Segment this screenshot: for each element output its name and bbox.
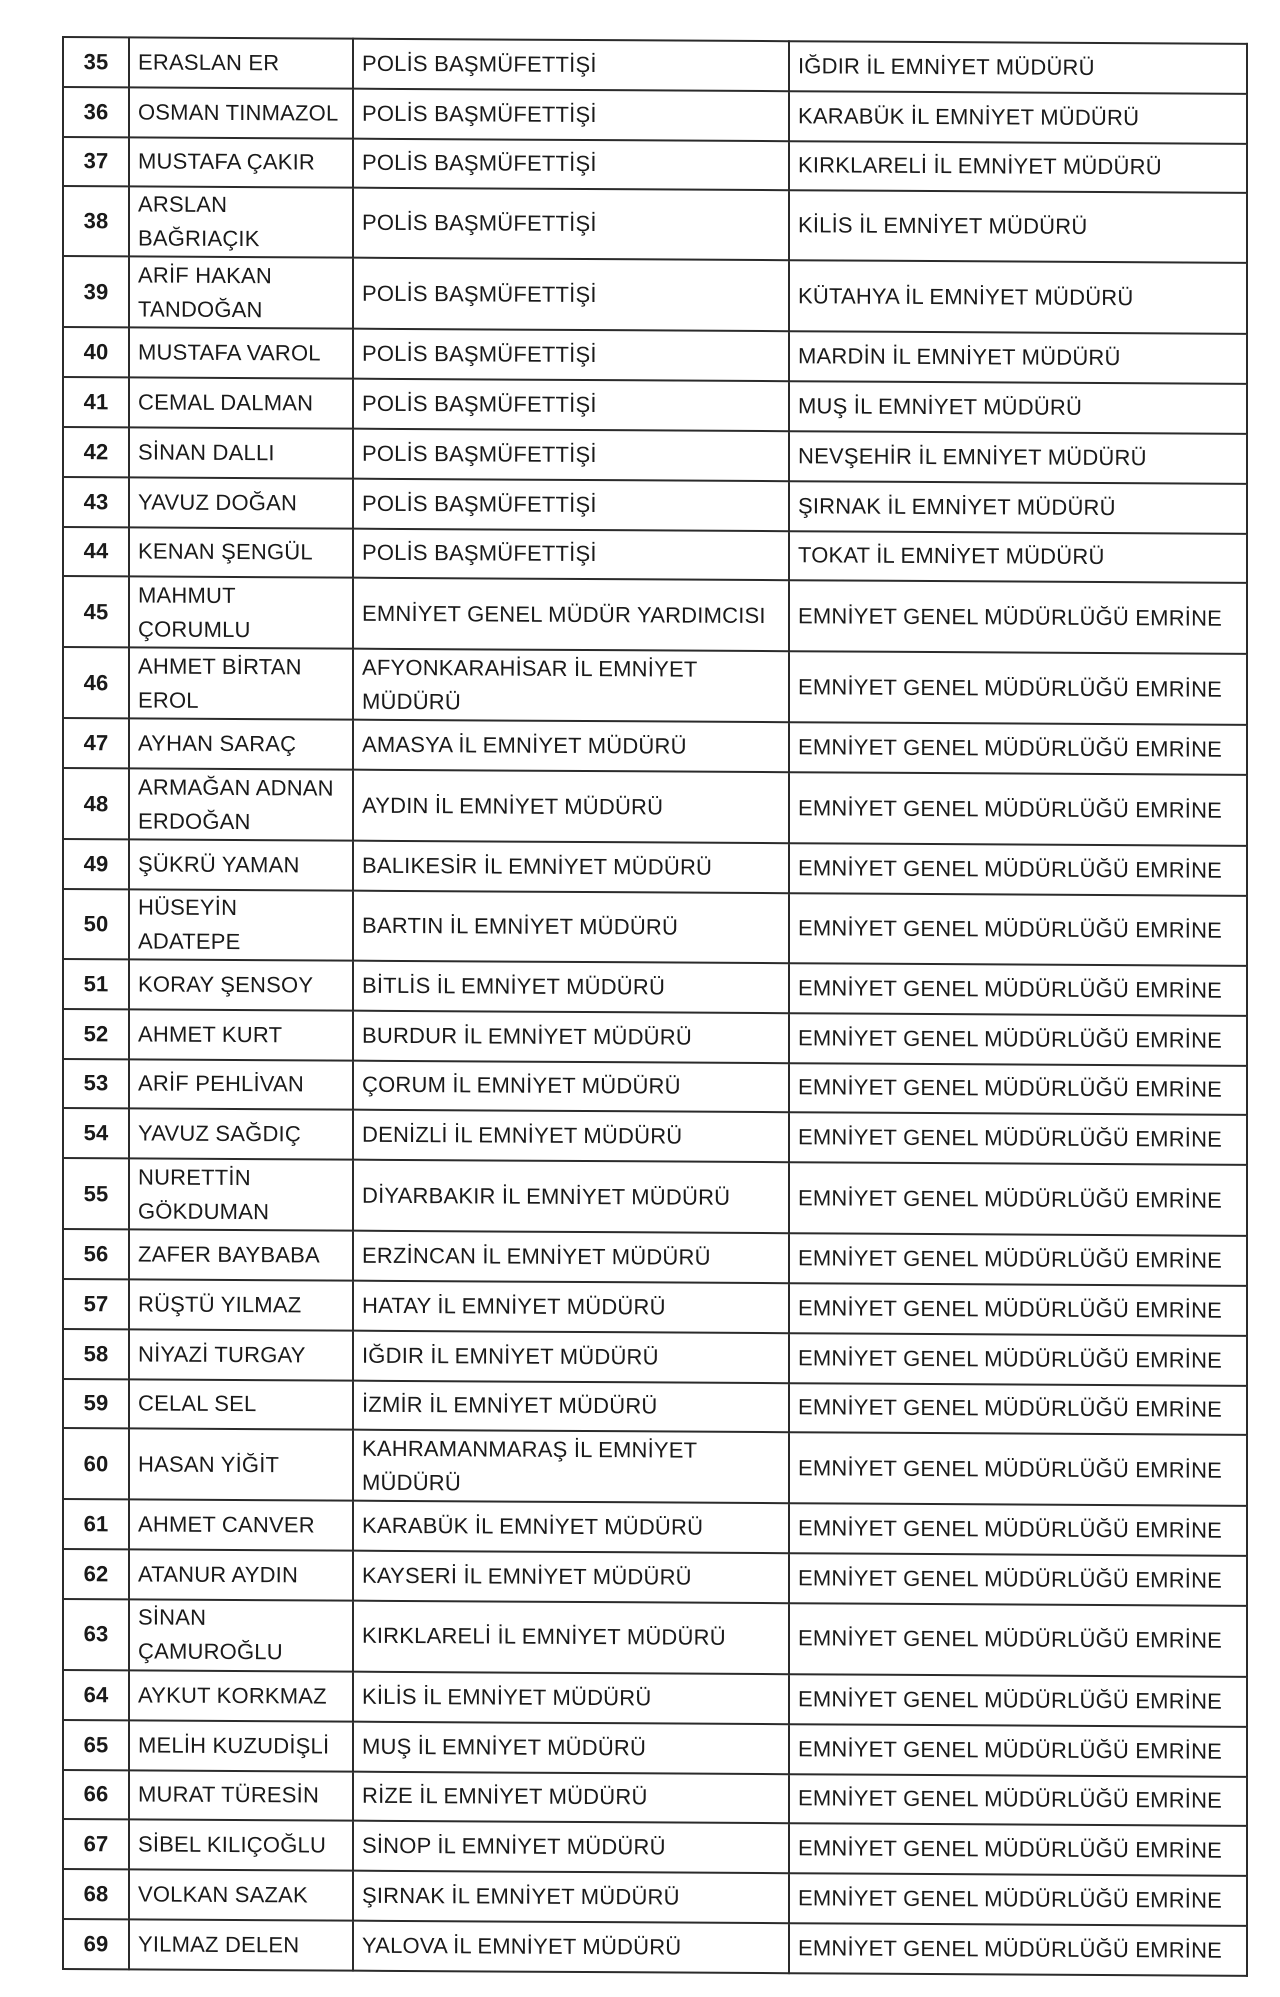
new-position: EMNİYET GENEL MÜDÜRLÜĞÜ EMRİNE (789, 1333, 1247, 1385)
table-row (63, 87, 1247, 144)
person-name: RÜŞTÜ YILMAZ (129, 1279, 353, 1330)
table-row (63, 527, 1247, 584)
document-sheet (62, 36, 1246, 1977)
person-name: MELİH KUZUDİŞLİ (129, 1720, 353, 1771)
table-row (63, 1549, 1247, 1606)
new-position: NEVŞEHİR İL EMNİYET MÜDÜRÜ (789, 431, 1247, 483)
table-row (63, 1720, 1247, 1777)
row-number: 50 (63, 889, 129, 959)
table-row (63, 1059, 1247, 1116)
new-position: KARABÜK İL EMNİYET MÜDÜRÜ (789, 91, 1247, 143)
current-position: BİTLİS İL EMNİYET MÜDÜRÜ (353, 961, 789, 1013)
new-position: EMNİYET GENEL MÜDÜRLÜĞÜ EMRİNE (789, 1553, 1247, 1605)
new-position: EMNİYET GENEL MÜDÜRLÜĞÜ EMRİNE (789, 1504, 1247, 1556)
row-number: 64 (63, 1670, 129, 1720)
new-position: TOKAT İL EMNİYET MÜDÜRÜ (789, 531, 1247, 583)
appointment-table (62, 36, 1248, 1977)
new-position: EMNİYET GENEL MÜDÜRLÜĞÜ EMRİNE (789, 1113, 1247, 1165)
row-number: 39 (63, 256, 129, 327)
current-position: POLİS BAŞMÜFETTİŞİ (353, 39, 789, 91)
person-name: AYHAN SARAÇ (129, 719, 353, 770)
current-position: ERZİNCAN İL EMNİYET MÜDÜRÜ (353, 1231, 789, 1283)
person-name: HASAN YİĞİT (129, 1429, 353, 1501)
current-position: POLİS BAŞMÜFETTİŞİ (353, 528, 789, 580)
row-number: 60 (63, 1428, 129, 1499)
new-position: KİLİS İL EMNİYET MÜDÜRÜ (789, 191, 1247, 264)
row-number: 44 (63, 527, 129, 577)
new-position: EMNİYET GENEL MÜDÜRLÜĞÜ EMRİNE (789, 652, 1247, 726)
row-number: 35 (63, 37, 129, 87)
row-number: 46 (63, 647, 129, 718)
current-position: POLİS BAŞMÜFETTİŞİ (353, 478, 789, 530)
row-number: 51 (63, 959, 129, 1009)
current-position: POLİS BAŞMÜFETTİŞİ (353, 379, 789, 431)
row-number: 53 (63, 1059, 129, 1109)
row-number: 41 (63, 377, 129, 427)
row-number: 56 (63, 1229, 129, 1279)
new-position: EMNİYET GENEL MÜDÜRLÜĞÜ EMRİNE (789, 723, 1247, 775)
new-position: EMNİYET GENEL MÜDÜRLÜĞÜ EMRİNE (789, 1433, 1247, 1507)
current-position: DİYARBAKIR İL EMNİYET MÜDÜRÜ (353, 1160, 789, 1234)
table-row (63, 477, 1247, 534)
row-number: 63 (63, 1599, 129, 1670)
current-position: KARABÜK İL EMNİYET MÜDÜRÜ (353, 1501, 789, 1553)
person-name: AHMET CANVER (129, 1500, 353, 1551)
person-name: KORAY ŞENSOY (129, 959, 353, 1010)
person-name: KENAN ŞENGÜL (129, 527, 353, 578)
table-row (63, 1009, 1247, 1066)
row-number: 68 (63, 1869, 129, 1919)
current-position: EMNİYET GENEL MÜDÜR YARDIMCISI (353, 578, 789, 652)
current-position: POLİS BAŞMÜFETTİŞİ (353, 258, 789, 332)
current-position: YALOVA İL EMNİYET MÜDÜRÜ (353, 1921, 789, 1973)
table-row (63, 576, 1247, 654)
row-number: 37 (63, 137, 129, 187)
table-row (63, 1108, 1247, 1165)
table-row (63, 1379, 1247, 1436)
person-name: ARSLAN BAĞRIAÇIK (129, 187, 353, 258)
table-row (63, 718, 1247, 775)
current-position: AYDIN İL EMNİYET MÜDÜRÜ (353, 770, 789, 844)
new-position: EMNİYET GENEL MÜDÜRLÜĞÜ EMRİNE (789, 1873, 1247, 1925)
table-row (63, 1229, 1247, 1286)
new-position: EMNİYET GENEL MÜDÜRLÜĞÜ EMRİNE (789, 1013, 1247, 1065)
table-row (63, 327, 1247, 384)
row-number: 45 (63, 576, 129, 647)
person-name: ZAFER BAYBABA (129, 1230, 353, 1281)
row-number: 40 (63, 327, 129, 377)
row-number: 48 (63, 768, 129, 839)
new-position: EMNİYET GENEL MÜDÜRLÜĞÜ EMRİNE (789, 1724, 1247, 1776)
person-name: ARMAĞAN ADNAN ERDOĞAN (129, 769, 353, 841)
row-number: 69 (63, 1919, 129, 1969)
new-position: EMNİYET GENEL MÜDÜRLÜĞÜ EMRİNE (789, 581, 1247, 655)
row-number: 61 (63, 1499, 129, 1549)
table-row (63, 1158, 1247, 1236)
table-row (63, 1819, 1247, 1876)
new-position: KIRKLARELİ İL EMNİYET MÜDÜRÜ (789, 141, 1247, 193)
person-name: AHMET KURT (129, 1009, 353, 1060)
table-row (63, 839, 1247, 896)
new-position: EMNİYET GENEL MÜDÜRLÜĞÜ EMRİNE (789, 1774, 1247, 1826)
person-name: MUSTAFA VAROL (129, 328, 353, 379)
table-row (63, 1919, 1247, 1976)
row-number: 55 (63, 1158, 129, 1229)
row-number: 62 (63, 1549, 129, 1599)
row-number: 36 (63, 87, 129, 137)
table-row (63, 1329, 1247, 1386)
person-name: SİNAN DALLI (129, 427, 353, 478)
table-row (63, 37, 1247, 94)
person-name: VOLKAN SAZAK (129, 1870, 353, 1921)
table-row (63, 1279, 1247, 1336)
new-position: EMNİYET GENEL MÜDÜRLÜĞÜ EMRİNE (789, 1603, 1247, 1677)
row-number: 49 (63, 839, 129, 889)
current-position: BALIKESİR İL EMNİYET MÜDÜRÜ (353, 841, 789, 893)
row-number: 54 (63, 1108, 129, 1158)
current-position: POLİS BAŞMÜFETTİŞİ (353, 138, 789, 190)
person-name: NİYAZİ TURGAY (129, 1329, 353, 1380)
current-position: POLİS BAŞMÜFETTİŞİ (353, 188, 789, 261)
new-position: EMNİYET GENEL MÜDÜRLÜĞÜ EMRİNE (789, 1162, 1247, 1236)
person-name: OSMAN TINMAZOL (129, 87, 353, 138)
current-position: SİNOP İL EMNİYET MÜDÜRÜ (353, 1821, 789, 1873)
current-position: IĞDIR İL EMNİYET MÜDÜRÜ (353, 1330, 789, 1382)
table-row (63, 137, 1247, 194)
current-position: AMASYA İL EMNİYET MÜDÜRÜ (353, 720, 789, 772)
current-position: BURDUR İL EMNİYET MÜDÜRÜ (353, 1010, 789, 1062)
row-number: 47 (63, 718, 129, 768)
new-position: IĞDIR İL EMNİYET MÜDÜRÜ (789, 41, 1247, 93)
row-number: 42 (63, 427, 129, 477)
table-row (63, 1670, 1247, 1727)
current-position: POLİS BAŞMÜFETTİŞİ (353, 88, 789, 140)
new-position: ŞIRNAK İL EMNİYET MÜDÜRÜ (789, 481, 1247, 533)
person-name: NURETTİN GÖKDUMAN (129, 1159, 353, 1231)
current-position: KİLİS İL EMNİYET MÜDÜRÜ (353, 1672, 789, 1724)
person-name: YAVUZ SAĞDIÇ (129, 1109, 353, 1160)
new-position: EMNİYET GENEL MÜDÜRLÜĞÜ EMRİNE (789, 963, 1247, 1015)
table-row (63, 1770, 1247, 1827)
table-row (63, 1428, 1247, 1506)
person-name: CELAL SEL (129, 1379, 353, 1430)
person-name: YAVUZ DOĞAN (129, 477, 353, 528)
current-position: ÇORUM İL EMNİYET MÜDÜRÜ (353, 1060, 789, 1112)
current-position: RİZE İL EMNİYET MÜDÜRÜ (353, 1771, 789, 1823)
table-row (63, 768, 1247, 846)
table-row (63, 959, 1247, 1016)
person-name: SİNAN ÇAMUROĞLU (129, 1599, 353, 1671)
new-position: EMNİYET GENEL MÜDÜRLÜĞÜ EMRİNE (789, 772, 1247, 846)
current-position: ŞIRNAK İL EMNİYET MÜDÜRÜ (353, 1871, 789, 1923)
table-row (63, 1869, 1247, 1926)
person-name: ATANUR AYDIN (129, 1550, 353, 1601)
table-row (63, 377, 1247, 434)
table-row (63, 427, 1247, 484)
new-position: MARDİN İL EMNİYET MÜDÜRÜ (789, 332, 1247, 384)
new-position: EMNİYET GENEL MÜDÜRLÜĞÜ EMRİNE (789, 1233, 1247, 1285)
row-number: 66 (63, 1770, 129, 1820)
new-position: EMNİYET GENEL MÜDÜRLÜĞÜ EMRİNE (789, 1063, 1247, 1115)
person-name: ARİF HAKAN TANDOĞAN (129, 257, 353, 329)
person-name: ŞÜKRÜ YAMAN (129, 840, 353, 891)
new-position: EMNİYET GENEL MÜDÜRLÜĞÜ EMRİNE (789, 1824, 1247, 1876)
person-name: AHMET BİRTAN EROL (129, 648, 353, 720)
new-position: EMNİYET GENEL MÜDÜRLÜĞÜ EMRİNE (789, 1383, 1247, 1435)
person-name: AYKUT KORKMAZ (129, 1670, 353, 1721)
row-number: 38 (63, 186, 129, 256)
row-number: 52 (63, 1009, 129, 1059)
new-position: EMNİYET GENEL MÜDÜRLÜĞÜ EMRİNE (789, 893, 1247, 966)
current-position: POLİS BAŞMÜFETTİŞİ (353, 429, 789, 481)
current-position: AFYONKARAHİSAR İL EMNİYET MÜDÜRÜ (353, 649, 789, 723)
row-number: 43 (63, 477, 129, 527)
current-position: KAYSERİ İL EMNİYET MÜDÜRÜ (353, 1551, 789, 1603)
table-row (63, 186, 1247, 263)
person-name: MAHMUT ÇORUMLU (129, 577, 353, 649)
row-number: 65 (63, 1720, 129, 1770)
current-position: BARTIN İL EMNİYET MÜDÜRÜ (353, 891, 789, 964)
current-position: KIRKLARELİ İL EMNİYET MÜDÜRÜ (353, 1601, 789, 1675)
person-name: SİBEL KILIÇOĞLU (129, 1820, 353, 1871)
table-row (63, 889, 1247, 966)
current-position: POLİS BAŞMÜFETTİŞİ (353, 329, 789, 381)
table-row (63, 647, 1247, 725)
row-number: 67 (63, 1819, 129, 1869)
table-row (63, 256, 1247, 334)
new-position: EMNİYET GENEL MÜDÜRLÜĞÜ EMRİNE (789, 1283, 1247, 1335)
new-position: KÜTAHYA İL EMNİYET MÜDÜRÜ (789, 261, 1247, 335)
table-row (63, 1499, 1247, 1556)
new-position: EMNİYET GENEL MÜDÜRLÜĞÜ EMRİNE (789, 1674, 1247, 1726)
person-name: MURAT TÜRESİN (129, 1770, 353, 1821)
new-position: MUŞ İL EMNİYET MÜDÜRÜ (789, 381, 1247, 433)
person-name: YILMAZ DELEN (129, 1919, 353, 1970)
person-name: ERASLAN ER (129, 37, 353, 88)
current-position: MUŞ İL EMNİYET MÜDÜRÜ (353, 1721, 789, 1773)
row-number: 59 (63, 1379, 129, 1429)
current-position: DENİZLİ İL EMNİYET MÜDÜRÜ (353, 1110, 789, 1162)
person-name: ARİF PEHLİVAN (129, 1059, 353, 1110)
current-position: İZMİR İL EMNİYET MÜDÜRÜ (353, 1380, 789, 1432)
new-position: EMNİYET GENEL MÜDÜRLÜĞÜ EMRİNE (789, 1923, 1247, 1975)
new-position: EMNİYET GENEL MÜDÜRLÜĞÜ EMRİNE (789, 843, 1247, 895)
current-position: KAHRAMANMARAŞ İL EMNİYET MÜDÜRÜ (353, 1430, 789, 1504)
row-number: 57 (63, 1279, 129, 1329)
current-position: HATAY İL EMNİYET MÜDÜRÜ (353, 1281, 789, 1333)
person-name: MUSTAFA ÇAKIR (129, 137, 353, 188)
person-name: CEMAL DALMAN (129, 378, 353, 429)
appointment-table-body (63, 37, 1247, 1976)
row-number: 58 (63, 1329, 129, 1379)
table-row (63, 1599, 1247, 1677)
person-name: HÜSEYİN ADATEPE (129, 889, 353, 960)
